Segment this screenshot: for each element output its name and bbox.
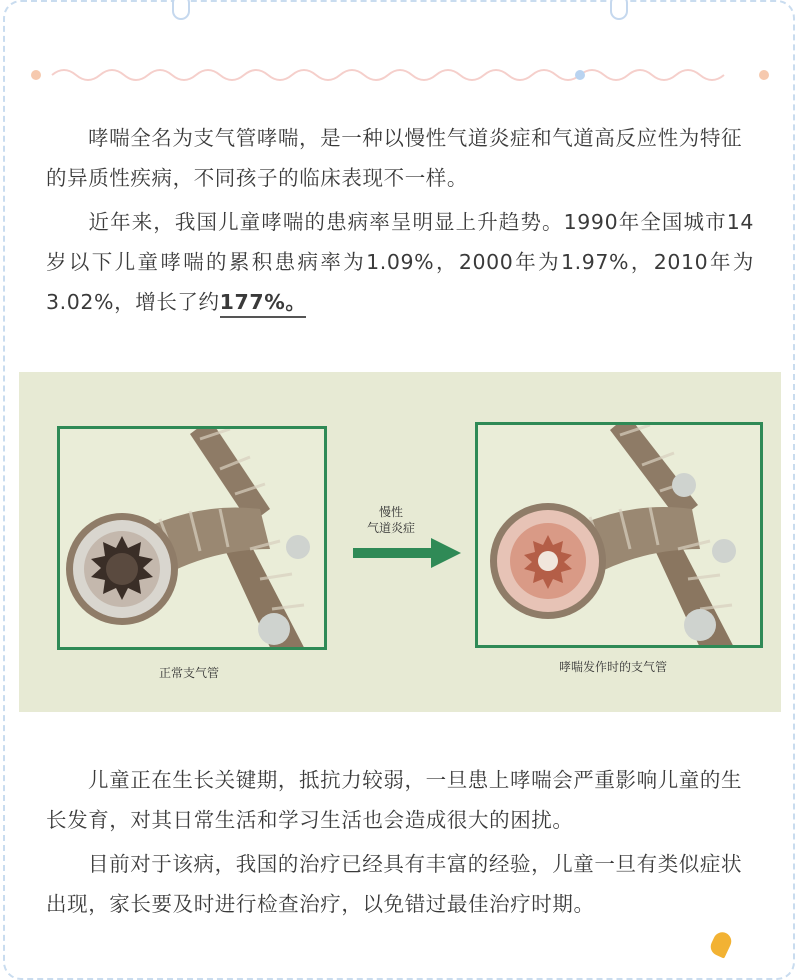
paragraph-treatment-text: 目前对于该病，我国的治疗已经具有丰富的经验，儿童一旦有类似症状出现，家长要及时进行检查治疗，以免错过最佳治疗时期。 (46, 852, 743, 916)
paragraph-treatment (46, 844, 754, 924)
progression-arrow-icon (353, 538, 463, 568)
wave-divider (30, 64, 770, 86)
asthma-bronchus-caption: 哮喘发作时的支气管 (559, 660, 668, 674)
paragraph-definition (46, 118, 754, 198)
normal-bronchus-panel (57, 426, 327, 650)
arrow-label-line1: 慢性 (378, 505, 403, 519)
normal-bronchus-caption: 正常支气管 (159, 666, 220, 680)
growth-rate-highlight: 177%。 (220, 290, 307, 318)
asthma-bronchus-panel (475, 422, 763, 648)
arrow-label-line2: 气道炎症 (366, 521, 415, 535)
normal-bronchus-illustration (60, 429, 324, 647)
asthma-bronchus-illustration (478, 425, 760, 645)
paragraph-definition-text: 哮喘全名为支气管哮喘，是一种以慢性气道炎症和气道高反应性为特征的异质性疾病，不同孩子的临床表现不一样。 (46, 126, 743, 190)
bronchus-figure (19, 372, 781, 712)
paragraph-statistics (46, 202, 754, 322)
binder-ring-right (610, 0, 628, 20)
paragraph-impact (46, 760, 754, 840)
paragraph-impact-text: 儿童正在生长关键期，抵抗力较弱，一旦患上哮喘会严重影响儿童的生长发育，对其日常生活和学习生活也会造成很大的困扰。 (46, 768, 743, 832)
paragraph-statistics-text: 近年来，我国儿童哮喘的患病率呈明显上升趋势。1990年全国城市14岁以下儿童哮喘的累积患病率为1.09%，2000年为1.97%，2010年为3.02%，增长了约 (46, 210, 754, 314)
binder-ring-left (172, 0, 190, 20)
arrow-label (361, 504, 421, 536)
